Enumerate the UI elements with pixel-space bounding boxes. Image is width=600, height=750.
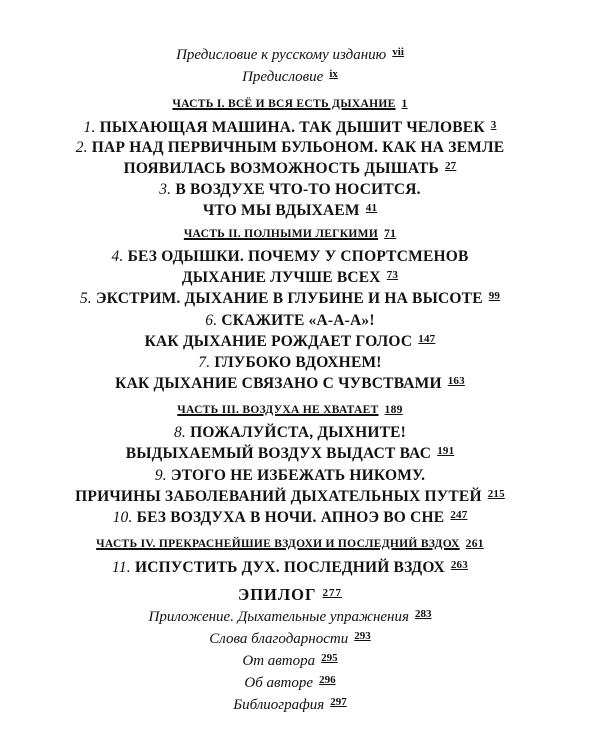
chapter-number: 7. [198,354,211,371]
toc-chapter-line [0,181,580,199]
toc-entry-title: КАК ДЫХАНИЕ РОЖДАЕТ ГОЛОС [144,333,413,350]
toc-entry-title: ДЫХАНИЕ ЛУЧШЕ ВСЕХ [181,269,381,286]
toc-part-heading [0,98,580,110]
page-number: 73 [386,269,399,281]
page-number: 247 [450,509,468,521]
toc-part-heading [0,404,580,416]
toc-entry-title: КАК ДЫХАНИЕ СВЯЗАНО С ЧУВСТВАМИ [115,375,442,392]
toc-chapter-line [0,333,580,351]
chapter-number: 4. [111,248,124,265]
toc-entry-title: Приложение. Дыхательные упражнения [148,609,409,625]
page-number: 27 [444,160,457,172]
toc-entry-title: ПРИЧИНЫ ЗАБОЛЕВАНИЙ ДЫХАТЕЛЬНЫХ ПУТЕЙ [75,488,482,505]
toc-front-back-matter [0,46,580,64]
toc-entry-title: ПЫХАЮЩАЯ МАШИНА. ТАК ДЫШИТ ЧЕЛОВЕК [99,119,485,136]
toc-front-back-matter [0,696,580,714]
page-number: 261 [465,538,484,550]
toc-chapter-line [0,467,580,485]
chapter-number: 11. [112,559,131,576]
page-number: 191 [437,445,455,457]
toc-chapter-line [0,488,580,506]
toc-chapter-line [0,202,580,220]
toc-chapter-line [0,375,580,393]
toc-entry-title: ЧАСТЬ IV. ПРЕКРАСНЕЙШИЕ ВЗДОХИ И ПОСЛЕДНИЙ ВЗДОХ [96,538,460,550]
page-number: vii [392,46,404,58]
toc-entry-title: ГЛУБОКО ВДОХНЕМ! [214,354,382,371]
toc-front-back-matter [0,674,580,692]
toc-chapter-line [0,509,580,527]
toc-entry-title: ПАР НАД ПЕРВИЧНЫМ БУЛЬОНОМ. КАК НА ЗЕМЛЕ [91,139,505,156]
page-number: 189 [384,404,403,416]
toc-entry-title: ИСПУСТИТЬ ДУХ. ПОСЛЕДНИЙ ВЗДОХ [134,559,445,576]
toc-entry-title: БЕЗ ВОЗДУХА В НОЧИ. АПНОЭ ВО СНЕ [136,509,445,526]
page-number: 295 [321,652,338,664]
page-number: 283 [414,608,432,620]
page-number: ix [329,68,338,80]
chapter-number: 6. [205,312,218,329]
toc-chapter-line [0,559,580,577]
toc-part-heading [0,538,580,550]
toc-entry-title: ЧАСТЬ II. ПОЛНЫМИ ЛЕГКИМИ [183,228,379,240]
chapter-number: 9. [154,467,167,484]
toc-entry-title: ПОЯВИЛАСЬ ВОЗМОЖНОСТЬ ДЫШАТЬ [123,160,439,177]
toc-entry-title: ЭТОГО НЕ ИЗБЕЖАТЬ НИКОМУ. [170,467,426,484]
toc-chapter-line [0,424,580,442]
toc-entry-title: Предисловие [242,69,324,85]
toc-entry-title: БЕЗ ОДЫШКИ. ПОЧЕМУ У СПОРТСМЕНОВ [127,248,469,265]
toc-entry-title: ЧАСТЬ I. ВСЁ И ВСЯ ЕСТЬ ДЫХАНИЕ [172,98,396,110]
toc-chapter-line [0,160,580,178]
chapter-number: 10. [112,509,133,526]
page-number: 1 [401,98,408,110]
toc-chapter-line [0,445,580,463]
page-number: 163 [447,375,465,387]
page-number: 71 [384,228,397,240]
toc-chapter-line [0,312,580,330]
toc-front-back-matter [0,608,580,626]
toc-chapter-line [0,354,580,372]
page-number: 3 [490,119,497,131]
toc-entry-title: Слова благодарности [209,631,349,647]
page-number: 147 [418,333,436,345]
toc-front-back-matter [0,652,580,670]
toc-entry-title: СКАЖИТЕ «А-А-А»! [221,312,375,329]
toc-entry-title: ЭКСТРИМ. ДЫХАНИЕ В ГЛУБИНЕ И НА ВЫСОТЕ [95,290,483,307]
toc-entry-title: Предисловие к русскому изданию [176,47,387,63]
page-number: 41 [365,202,378,214]
toc-entry-title: ЭПИЛОГ [238,585,317,604]
toc-chapter-line [0,269,580,287]
page-number: 277 [322,587,342,599]
chapter-number: 1. [83,119,96,136]
toc-entry-title: От автора [242,653,316,669]
toc-entry-title: Об авторе [244,675,314,691]
page-number: 293 [354,630,371,642]
page-number: 99 [488,290,501,302]
toc-front-back-matter [0,630,580,648]
page-number: 297 [330,696,347,708]
toc-entry-title: ВЫДЫХАЕМЫЙ ВОЗДУХ ВЫДАСТ ВАС [125,445,432,462]
page-number: 215 [487,488,505,500]
chapter-number: 3. [159,181,172,198]
toc-entry-title: ПОЖАЛУЙСТА, ДЫХНИТЕ! [190,424,407,441]
toc-entry-title: ЧАСТЬ III. ВОЗДУХА НЕ ХВАТАЕТ [177,404,379,416]
toc-chapter-line [0,585,580,605]
toc-chapter-line [0,139,580,157]
page-number: 296 [319,674,336,686]
toc-chapter-line [0,290,580,308]
toc-entry-title: В ВОЗДУХЕ ЧТО-ТО НОСИТСЯ. [175,181,421,198]
page-number: 263 [450,559,468,571]
toc-chapter-line [0,119,580,137]
toc-front-back-matter [0,68,580,86]
chapter-number: 5. [79,290,92,307]
toc-chapter-line [0,248,580,266]
toc-part-heading [0,228,580,240]
toc-entry-title: ЧТО МЫ ВДЫХАЕМ [202,202,360,219]
chapter-number: 2. [75,139,88,156]
toc-entry-title: Библиография [233,697,325,713]
chapter-number: 8. [173,424,186,441]
